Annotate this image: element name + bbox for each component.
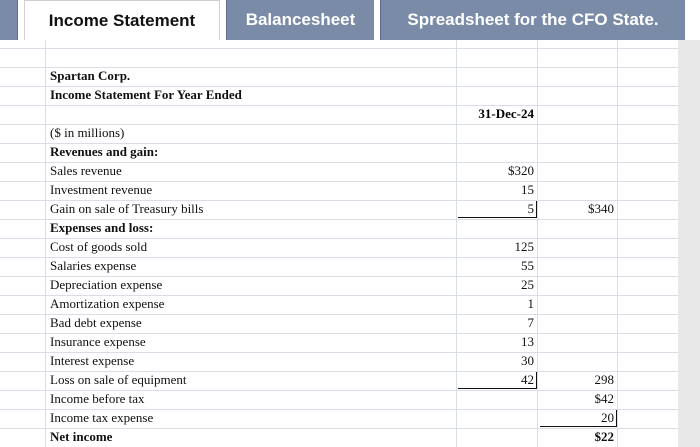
row-label: Salaries expense	[50, 258, 137, 273]
row-label: Income tax expense	[50, 410, 154, 425]
value-cell-col2[interactable]: 298	[594, 372, 614, 387]
grid-line	[0, 67, 680, 68]
value-cell-col2[interactable]: $42	[594, 391, 614, 406]
grid-line	[0, 105, 680, 106]
row-label: Gain on sale of Treasury bills	[50, 201, 204, 216]
column-header-date[interactable]: 31-Dec-24	[478, 106, 534, 121]
grid-line	[0, 428, 680, 429]
table-row[interactable]	[0, 295, 680, 314]
units-cell[interactable]	[0, 124, 680, 143]
table-row[interactable]	[0, 238, 680, 257]
tab-label: Spreadsheet for the CFO State.	[407, 10, 659, 29]
tab-spreadsheet-cfo[interactable]	[380, 0, 685, 40]
value-cell-col1[interactable]: $320	[508, 163, 534, 178]
value-cell-col2[interactable]: $22	[594, 429, 614, 444]
spreadsheet-grid[interactable]	[0, 40, 700, 447]
row-label: Sales revenue	[50, 163, 122, 178]
grid-line	[0, 124, 680, 125]
grid-line	[0, 48, 680, 49]
tab-label: Balancesheet	[245, 10, 356, 29]
grid-line	[0, 390, 680, 391]
value-cell-col1[interactable]: 125	[514, 239, 534, 254]
row-label: Investment revenue	[50, 182, 153, 197]
grid-line	[0, 219, 680, 220]
sheet-tab-bar	[0, 0, 700, 40]
value-cell-col1[interactable]: 55	[521, 258, 534, 273]
grid-line	[0, 409, 680, 410]
value-cell-col2[interactable]: $340	[588, 201, 614, 216]
table-row[interactable]	[0, 333, 680, 352]
row-label: Depreciation expense	[50, 277, 163, 292]
value-cell-col1[interactable]: 7	[527, 315, 534, 330]
grid-line	[0, 86, 680, 87]
table-row[interactable]	[0, 181, 680, 200]
table-row[interactable]	[0, 371, 680, 390]
grid-line	[0, 333, 680, 334]
value-cell-col1[interactable]: 5	[458, 201, 537, 218]
grid-line	[0, 295, 680, 296]
tab-income-statement[interactable]	[24, 0, 220, 40]
table-row[interactable]	[0, 409, 680, 428]
grid-line	[0, 181, 680, 182]
row-label: Revenues and gain:	[50, 144, 159, 159]
title-cell[interactable]	[0, 86, 680, 105]
statement-title: Income Statement For Year Ended	[50, 87, 242, 102]
row-label: Bad debt expense	[50, 315, 142, 330]
tab-scroll-left[interactable]	[0, 0, 18, 40]
company-name: Spartan Corp.	[50, 68, 131, 83]
window-edge	[678, 40, 700, 447]
grid-line	[0, 352, 680, 353]
table-row[interactable]	[0, 428, 680, 447]
value-cell-col2[interactable]: 20	[540, 410, 617, 427]
table-row[interactable]	[0, 352, 680, 371]
units-note: ($ in millions)	[50, 125, 125, 140]
grid-line	[0, 162, 680, 163]
value-cell-col1[interactable]: 30	[521, 353, 534, 368]
company-cell[interactable]	[0, 67, 680, 86]
grid-line	[0, 143, 680, 144]
grid-line	[0, 276, 680, 277]
row-label: Interest expense	[50, 353, 135, 368]
row-label: Expenses and loss:	[50, 220, 154, 235]
value-cell-col1[interactable]: 1	[527, 296, 534, 311]
row-label: Insurance expense	[50, 334, 146, 349]
row-label: Amortization expense	[50, 296, 165, 311]
table-row[interactable]	[0, 276, 680, 295]
value-cell-col1[interactable]: 13	[521, 334, 534, 349]
table-row[interactable]	[0, 200, 680, 219]
grid-line	[0, 314, 680, 315]
tab-label: Income Statement	[48, 10, 196, 30]
row-label: Income before tax	[50, 391, 145, 406]
row-label: Loss on sale of equipment	[50, 372, 187, 387]
table-row[interactable]	[0, 143, 680, 162]
value-cell-col1[interactable]: 25	[521, 277, 534, 292]
row-label: Cost of goods sold	[50, 239, 148, 254]
grid-line	[0, 257, 680, 258]
grid-line	[0, 238, 680, 239]
tab-balancesheet[interactable]	[226, 0, 374, 40]
value-cell-col1[interactable]: 15	[521, 182, 534, 197]
table-row[interactable]	[0, 162, 680, 181]
table-row[interactable]	[0, 390, 680, 409]
value-cell-col1[interactable]: 42	[458, 372, 537, 389]
row-label: Net income	[50, 429, 113, 444]
table-row[interactable]	[0, 314, 680, 333]
table-row[interactable]	[0, 219, 680, 238]
grid-line	[0, 371, 680, 372]
table-row[interactable]	[0, 257, 680, 276]
grid-line	[0, 200, 680, 201]
